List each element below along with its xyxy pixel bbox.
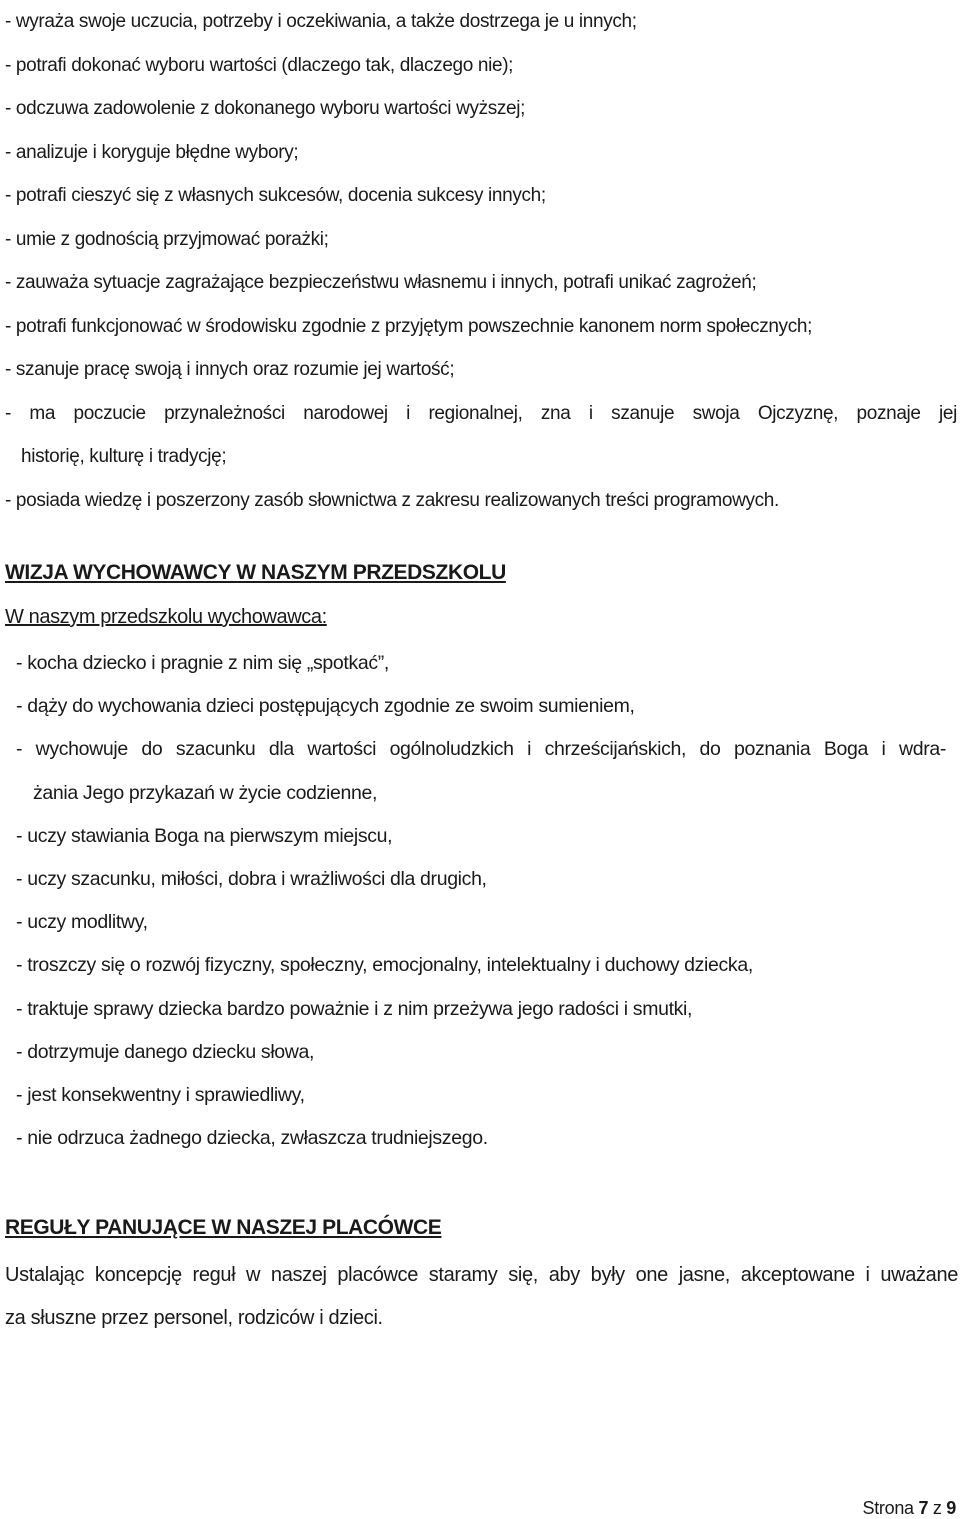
list-item: - szanuje pracę swoją i innych oraz rozumie jej wartość; (5, 359, 455, 380)
list-item: - umie z godnością przyjmować porażki; (5, 228, 329, 250)
paragraph-line: za słuszne przez personel, rodziców i dzieci. (5, 1307, 383, 1329)
list-item: - dąży do wychowania dzieci postępujących zgodnie ze swoim sumieniem, (16, 695, 635, 718)
footer-of: z (932, 1498, 942, 1518)
list-item: - potrafi dokonać wyboru wartości (dlaczego tak, dlaczego nie); (5, 54, 514, 76)
page-footer (863, 1498, 956, 1519)
list-item: - potrafi funkcjonować w środowisku zgodnie z przyjętym powszechnie kanonem norm społecznych; (5, 315, 813, 337)
list-item: - kocha dziecko i pragnie z nim się „spotkać”, (16, 652, 389, 674)
list-item: - uczy modlitwy, (16, 911, 148, 934)
list-item: - troszczy się o rozwój fizyczny, społeczny, emocjonalny, intelektualny i duchowy dziecka, (16, 954, 753, 977)
list-item: - odczuwa zadowolenie z dokonanego wyboru wartości wyższej; (5, 98, 526, 119)
list-item: - uczy stawiania Boga na pierwszym miejscu, (16, 824, 393, 847)
vision-subheading: W naszym przedszkolu wychowawca: (5, 606, 327, 628)
list-item: - posiada wiedzę i poszerzony zasób słownictwa z zakresu realizowanych treści programowych. (5, 489, 779, 511)
list-item: - jest konsekwentny i sprawiedliwy, (16, 1084, 305, 1107)
paragraph-line: Ustalając koncepcję reguł w naszej placówce staramy się, aby były one jasne, akceptowane i uważane (5, 1264, 958, 1286)
vision-heading: WIZJA WYCHOWAWCY W NASZYM PRZEDSZKOLU (5, 561, 506, 584)
list-item: - zauważa sytuacje zagrażające bezpieczeństwu własnemu i innych, potrafi unikać zagrożeń; (5, 272, 757, 293)
list-item: - potrafi cieszyć się z własnych sukcesów, docenia sukcesy innych; (5, 185, 546, 206)
list-item: - dotrzymuje danego dziecku słowa, (16, 1040, 315, 1063)
list-item: - ma poczucie przynależności narodowej i regionalnej, zna i szanuje swoja Ojczyznę, poznaje jej (5, 402, 957, 424)
list-item: - wychowuje do szacunku dla wartości ogólnoludzkich i chrześcijańskich, do poznania Boga i wdra- (16, 738, 946, 761)
list-item: - analizuje i koryguje błędne wybory; (5, 141, 299, 163)
list-item: - wyraża swoje uczucia, potrzeby i oczekiwania, a także dostrzega je u innych; (5, 11, 637, 32)
list-item-continuation: historię, kulturę i tradycję; (21, 446, 227, 467)
vision-list (16, 642, 946, 1160)
list-item: - traktuje sprawy dziecka bardzo poważnie i z nim przeżywa jego radości i smutki, (16, 997, 693, 1020)
outcomes-list (5, 0, 957, 522)
rules-paragraph (5, 1254, 958, 1340)
rules-heading: REGUŁY PANUJĄCE W NASZEJ PLACÓWCE (5, 1216, 442, 1239)
list-item: - nie odrzuca żadnego dziecka, zwłaszcza trudniejszego. (16, 1127, 488, 1150)
total-pages-number: 9 (946, 1498, 956, 1518)
footer-label: Strona (862, 1498, 914, 1518)
list-item-continuation: żania Jego przykazań w życie codzienne, (33, 781, 378, 804)
list-item: - uczy szacunku, miłości, dobra i wrażliwości dla drugich, (16, 868, 487, 891)
current-page-number: 7 (918, 1498, 929, 1518)
